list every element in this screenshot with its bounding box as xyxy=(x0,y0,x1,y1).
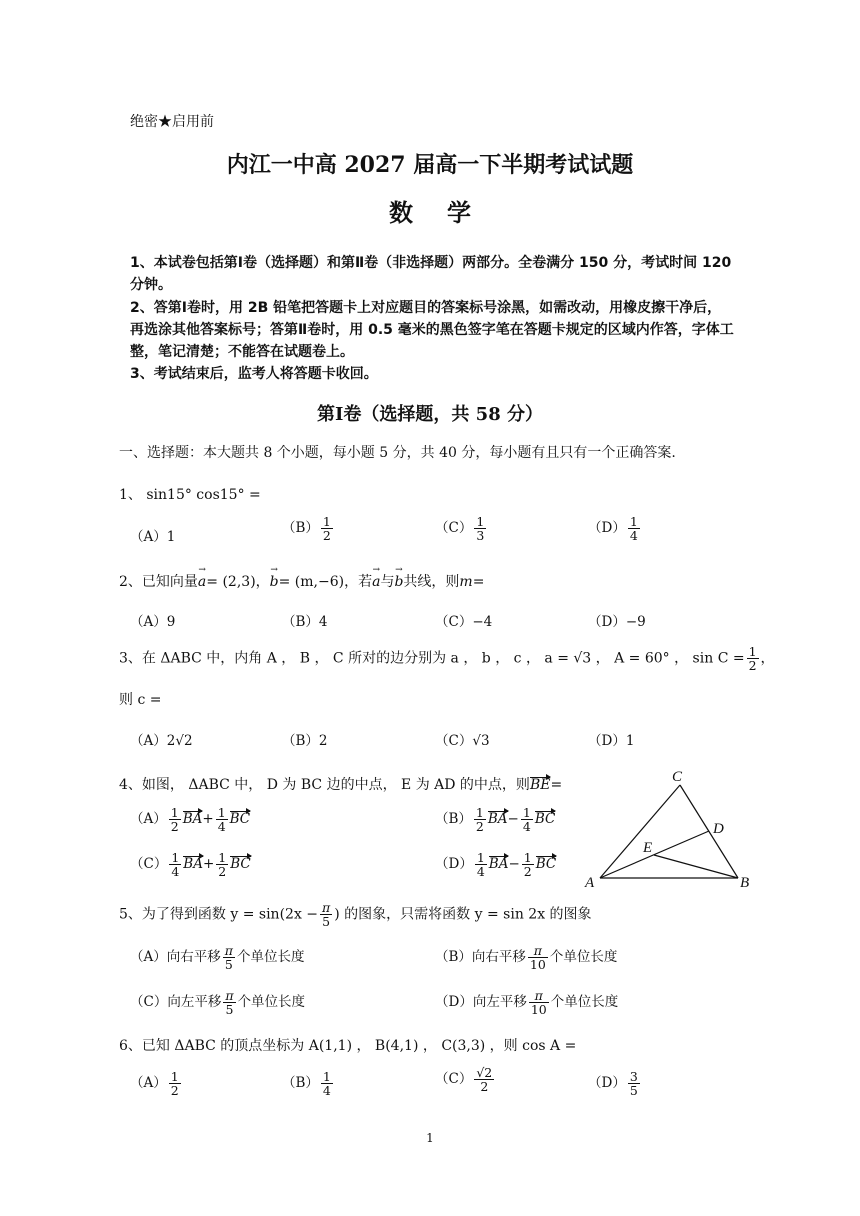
part1-heading: 第Ⅰ卷（选择题，共 58 分） xyxy=(316,404,543,425)
q4-d-frac2-den: 2 xyxy=(523,864,532,880)
q1-option-c-label: （C） xyxy=(435,520,473,537)
q4-stem xyxy=(119,774,562,794)
q4-option-c xyxy=(130,851,251,878)
q4-a-frac1 xyxy=(169,806,181,833)
q1-d-den: 4 xyxy=(629,528,638,544)
q6-option-a xyxy=(130,1070,183,1097)
q5-prefix: 5、为了得到函数 y = sin(2x − xyxy=(119,906,319,923)
q6-c-num: √2 xyxy=(476,1065,493,1080)
q3-option-b xyxy=(282,729,328,749)
q4-a-frac1-den: 2 xyxy=(170,819,179,835)
q4-b-op: − xyxy=(507,811,519,828)
q5-d-den: 10 xyxy=(530,1002,547,1018)
q3-option-b-label: （B） xyxy=(282,733,319,749)
q5-b-den: 10 xyxy=(529,957,546,973)
q4-c-op: + xyxy=(202,856,215,873)
q4-c-frac1-num: 1 xyxy=(171,850,180,865)
q2-eq: = xyxy=(472,574,485,590)
q4-a-op: + xyxy=(202,811,214,828)
q4-a-vec-bc: BC xyxy=(229,811,251,828)
q5-a-frac xyxy=(223,944,235,971)
q3-option-a-label: （A） xyxy=(130,733,167,749)
q2-option-a xyxy=(130,610,175,630)
q4-b-frac1 xyxy=(474,806,486,833)
q4-eq: = xyxy=(550,777,563,793)
q1-c-num: 1 xyxy=(476,514,485,529)
label-e: E xyxy=(643,840,653,856)
q5-option-c-label: （C） xyxy=(130,994,168,1011)
label-b: B xyxy=(740,875,750,891)
q1-d-num: 1 xyxy=(629,514,638,529)
q4-b-frac2-num: 1 xyxy=(522,805,531,820)
q4-c-frac1 xyxy=(169,851,181,878)
q5-option-d-post: 个单位长度 xyxy=(550,994,619,1011)
section1-heading: 一、选择题：本大题共 8 个小题，每小题 5 分，共 40 分，每小题有且只有一个正确答案. xyxy=(119,445,676,461)
q5-option-d-label: （D） xyxy=(435,994,473,1011)
q1-option-d-fraction xyxy=(628,515,640,542)
q1-option-a-value: 1 xyxy=(166,529,176,545)
q1-option-b xyxy=(282,515,335,542)
q3-option-c-label: （C） xyxy=(435,733,473,749)
q2-option-c-label: （C） xyxy=(435,614,473,630)
q5-option-a-post: 个单位长度 xyxy=(236,949,305,966)
q4-d-frac1-den: 4 xyxy=(476,864,485,880)
q3-option-c xyxy=(435,729,490,749)
q4-triangle-figure xyxy=(580,765,765,895)
q1-b-num: 1 xyxy=(322,514,331,529)
label-d: D xyxy=(713,821,724,837)
q2-ruo: ，若 xyxy=(344,574,373,590)
q2-sep: ， xyxy=(255,574,270,590)
vector-a: → a xyxy=(198,574,206,590)
q1-stem: 1、 sin15° cos15° = xyxy=(119,487,261,503)
q5-option-d xyxy=(435,989,618,1016)
q1-option-b-fraction xyxy=(321,515,333,542)
q5-stem xyxy=(119,901,592,928)
vector-a-ref: → a xyxy=(372,574,380,590)
exam-title: 内江一中高 2027 届高一下半期考试试题 xyxy=(226,152,634,178)
q4-d-frac2-num: 1 xyxy=(523,850,532,865)
q3-option-d-label: （D） xyxy=(588,733,626,749)
q4-b-frac1-den: 2 xyxy=(475,819,484,835)
q4-d-frac2 xyxy=(522,851,534,878)
q4-c-frac2 xyxy=(216,851,228,878)
q2-option-a-label: （A） xyxy=(130,614,167,630)
q5-c-frac xyxy=(223,989,235,1016)
q5-b-pi: π xyxy=(528,944,548,958)
q4-c-frac1-den: 4 xyxy=(171,864,180,880)
q6-stem: 6、已知 ΔABC 的顶点坐标为 A(1,1) ， B(4,1) ， C(3,3) ，则 cos A = xyxy=(119,1038,577,1054)
q1-option-d xyxy=(588,515,642,542)
q4-b-frac2-den: 4 xyxy=(522,819,531,835)
q5-option-a-label: （A） xyxy=(130,949,167,966)
q4-c-vec-bc: BC xyxy=(230,856,251,873)
q4-b-frac2 xyxy=(521,806,533,833)
q3-option-a xyxy=(130,729,193,749)
q5-d-pi: π xyxy=(529,989,549,1003)
q6-d-den: 5 xyxy=(629,1083,638,1099)
q1-option-a-label: （A） xyxy=(130,529,167,545)
q6-a-den: 2 xyxy=(170,1083,179,1099)
q6-b-frac xyxy=(321,1070,333,1097)
q2-yu: 与 xyxy=(380,574,395,590)
q3-line1-text: 3、在 ΔABC 中，内角 A ， B ， C 所对的边分别为 a ， b ， c ， a = √3 ， A = 60° ， sin C = xyxy=(119,650,745,667)
q1-b-den: 2 xyxy=(322,528,331,544)
exam-subject: 数学 xyxy=(389,198,505,227)
q3-line1-end: ， xyxy=(760,650,775,667)
q2-a-value: = (2,3) xyxy=(206,574,256,590)
q5-option-c-post: 个单位长度 xyxy=(237,994,306,1011)
q3-option-c-value: √3 xyxy=(472,733,490,749)
q5-mid: ) 的图象，只需将函数 y = sin 2x 的图象 xyxy=(334,906,592,923)
q4-option-a-label: （A） xyxy=(130,811,167,828)
q5-option-b xyxy=(435,944,617,971)
q3-option-b-value: 2 xyxy=(318,733,328,749)
q5-d-frac xyxy=(529,989,549,1016)
q5-a-den: 5 xyxy=(224,957,233,973)
q4-option-c-label: （C） xyxy=(130,856,168,873)
q5-pi-over-5 xyxy=(320,901,332,928)
exam-instructions xyxy=(130,252,735,386)
q2-option-c xyxy=(435,610,492,630)
q3-option-d xyxy=(588,729,634,749)
q2-option-b xyxy=(282,610,328,630)
segment-ad xyxy=(600,831,709,878)
q1-option-b-label: （B） xyxy=(282,520,319,537)
edge-ac xyxy=(600,785,680,878)
instruction-2: 2、答第Ⅰ卷时，用 2B 铅笔把答题卡上对应题目的答案标号涂黑，如需改动，用橡皮擦干净后，再选涂其他答案标号；答第Ⅱ卷时，用 0.5 毫米的黑色签字笔在答题卡规定的区域内作答，字体工整，笔记清楚；不能答在试题卷上。 xyxy=(130,299,734,361)
q6-b-den: 4 xyxy=(322,1083,331,1099)
q2-prefix: 2、已知向量 xyxy=(119,574,198,590)
q1-c-den: 3 xyxy=(476,528,485,544)
q2-option-d xyxy=(588,610,646,630)
q2-m: m xyxy=(459,574,473,590)
q5-option-a-pre: 向右平移 xyxy=(166,949,221,966)
q6-option-d-label: （D） xyxy=(588,1075,626,1092)
q2-option-d-value: −9 xyxy=(625,614,646,630)
q4-c-frac2-den: 2 xyxy=(218,864,227,880)
q6-d-frac xyxy=(628,1070,640,1097)
q1-option-d-label: （D） xyxy=(588,520,626,537)
q1-option-c xyxy=(435,515,488,542)
q2-option-b-value: 4 xyxy=(318,614,328,630)
q4-a-vec-ba: BA xyxy=(182,811,203,828)
q6-a-num: 1 xyxy=(170,1069,179,1084)
q4-a-frac2 xyxy=(216,806,228,833)
q5-five: 5 xyxy=(322,914,331,930)
q5-pi: π xyxy=(322,900,331,915)
q2-end: 共线，则 xyxy=(403,574,460,590)
q6-option-b xyxy=(282,1070,335,1097)
q3-frac-num: 1 xyxy=(748,644,757,659)
q4-d-vec-ba: BA xyxy=(488,856,509,873)
q4-a-frac2-num: 1 xyxy=(217,805,226,820)
q2-option-a-value: 9 xyxy=(166,614,176,630)
q4-d-frac1-num: 1 xyxy=(476,850,485,865)
q4-vector-be: BE xyxy=(529,777,551,793)
q1-option-a xyxy=(130,525,175,545)
vector-b-ref: → b xyxy=(394,574,403,590)
q4-c-frac2-num: 1 xyxy=(218,850,227,865)
q4-c-vec-ba: BA xyxy=(183,856,203,873)
q5-option-b-label: （B） xyxy=(435,949,472,966)
q3-frac-den: 2 xyxy=(748,658,757,674)
q4-option-b-label: （B） xyxy=(435,811,472,828)
q1-option-c-fraction xyxy=(474,515,486,542)
q5-option-b-post: 个单位长度 xyxy=(549,949,618,966)
q4-b-vec-bc: BC xyxy=(534,811,556,828)
q5-c-den: 5 xyxy=(225,1002,234,1018)
q3-stem-line2: 则 c = xyxy=(119,692,162,708)
q2-option-d-label: （D） xyxy=(588,614,626,630)
page-number: 1 xyxy=(426,1131,434,1145)
label-a: A xyxy=(585,875,595,891)
confidential-label: 绝密★启用前 xyxy=(130,114,214,130)
q4-d-frac1 xyxy=(475,851,487,878)
q4-b-frac1-num: 1 xyxy=(475,805,484,820)
vector-b: → b xyxy=(270,574,279,590)
q4-a-frac1-num: 1 xyxy=(170,805,179,820)
q4-d-vec-bc: BC xyxy=(535,856,557,873)
q6-c-frac xyxy=(474,1066,494,1093)
q4-stem-text: 4、如图， ΔABC 中， D 为 BC 边的中点， E 为 AD 的中点，则 xyxy=(119,777,530,793)
q5-b-frac xyxy=(528,944,548,971)
q6-a-frac xyxy=(169,1070,181,1097)
q3-option-d-value: 1 xyxy=(625,733,635,749)
q6-option-b-label: （B） xyxy=(282,1075,319,1092)
q6-d-num: 3 xyxy=(629,1069,638,1084)
label-c: C xyxy=(672,769,683,785)
q2-b-value: = (m,−6) xyxy=(278,574,345,590)
instruction-3: 3、考试结束后，监考人将答题卡收回。 xyxy=(130,366,378,383)
q3-option-a-value: 2√2 xyxy=(166,733,193,749)
q2-option-c-value: −4 xyxy=(472,614,493,630)
q5-option-a xyxy=(130,944,304,971)
q6-option-c xyxy=(435,1066,496,1093)
q6-option-a-label: （A） xyxy=(130,1075,167,1092)
q5-option-c-pre: 向左平移 xyxy=(167,994,222,1011)
q6-option-d xyxy=(588,1070,642,1097)
q5-a-pi: π xyxy=(224,943,233,958)
q3-sinc-fraction xyxy=(747,645,759,672)
q6-c-den: 2 xyxy=(480,1079,489,1095)
q5-option-b-pre: 向右平移 xyxy=(471,949,526,966)
q4-a-frac2-den: 4 xyxy=(217,819,226,835)
q6-option-c-label: （C） xyxy=(435,1071,473,1088)
q3-stem-line1 xyxy=(119,645,775,672)
q4-d-op: − xyxy=(508,856,520,873)
q4-option-b xyxy=(435,806,555,833)
q6-b-num: 1 xyxy=(322,1069,331,1084)
instruction-1: 1、本试卷包括第Ⅰ卷（选择题）和第Ⅱ卷（非选择题）两部分。全卷满分 150 分，考试时间 120 分钟。 xyxy=(130,255,732,294)
q5-option-c xyxy=(130,989,305,1016)
q2-option-b-label: （B） xyxy=(282,614,319,630)
q5-option-d-pre: 向左平移 xyxy=(472,994,527,1011)
q4-option-d-label: （D） xyxy=(435,856,473,873)
q4-option-a xyxy=(130,806,250,833)
q4-b-vec-ba: BA xyxy=(487,811,508,828)
q5-c-pi: π xyxy=(225,988,234,1003)
q4-option-d xyxy=(435,851,556,878)
q2-stem xyxy=(119,571,484,591)
